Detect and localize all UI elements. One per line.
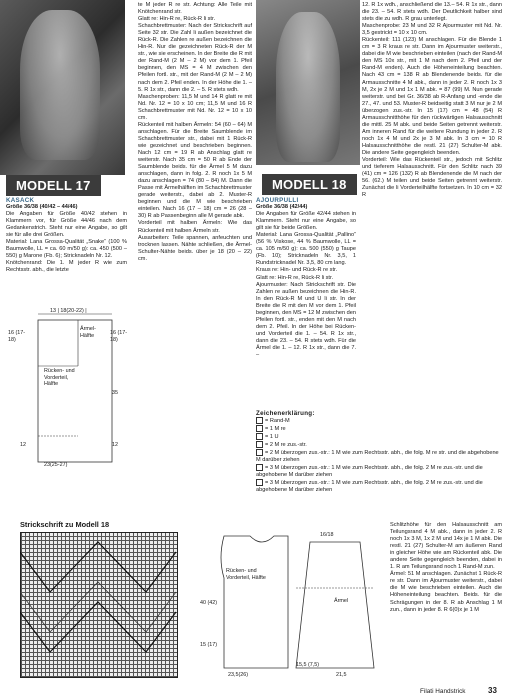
model18-instr-2: Maschenprobe: 23 M und 32 R Ajourmuster mit Nd. Nr. 3,5 gestrickt = 10 x 10 cm. [362, 23, 502, 37]
model18-instr-3: Rückenteil: 111 (123) M anschlagen. Für die Blende 1 cm = 3 R kraus re str. Dann im Ajourmuster weiterstr., dabei die M wie beschrieben einteilen (nach der Rand-M den MS 10x str., mit 1 M nach dem 2. Pfeil und der Rand-M enden). Auch die Höheneinteilung beachten. Nach 43 cm = 138 R ab Blendenende beids. für die Armausschnitte 4 M abk., dann in jeder 2. R noch 1x 3 M, 2x je 2 M und 1x 1 M abk. = 87 (99) M. Nun gerade weiterstr. und bei Gr. 36/38 ab R-Anfang und -ende die 27., 47. und 53. Muster-R beidseitig statt 3 M nur je 2 M überzogen zus.-str. In 15 (17) cm = 48 (54) R Armausschnitthöhe für den rückwärtigen Halsausschnitt die mittl. 25 M abk. und beide Seiten getrennt weiterstr. Am inneren Rand für die weitere Rundung in jeder 2. R noch 1x 4 M und 2x je 3 M abk. In 3 cm = 10 R Halsausschnitthöhe die restl. 21 (27) Schulter-M abk. Die andere Seite gegengleich beenden. [362, 37, 502, 156]
model18-column-5 [390, 522, 502, 614]
model17-instr-2: Glatt re: Hin-R re, Rück-R li str. [138, 16, 216, 23]
model17-photo [0, 0, 125, 175]
legend-item: = 2 M überzogen zus.-str.: 1 M wie zum Rechtsstr. abh., die folg. M re str. und die abgehobene M darüber ziehen [256, 450, 499, 464]
page-number: 33 [488, 686, 497, 695]
model17-schema-right-top: 16 (17-18) [110, 330, 128, 343]
model18-text-1: Die Angaben für Größe 42/44 stehen in Klammern. Steht nur eine Angabe, so gilt sie für beide Größen. [256, 211, 356, 232]
model17-size: Größe 36/38 (40/42 – 44/46) [6, 204, 78, 211]
model17-instr-6: Vorderteil mit halben Ärmeln: Wie das Rückenteil mit halben Ärmeln str. [138, 220, 252, 234]
model17-schema-right-bot: 12 [112, 442, 118, 448]
model17-schema-left-bot: 12 [20, 442, 26, 448]
model17-instr-7: Ausarbeiten: Teile spannen, anfeuchten und trocknen lassen. Nähte schließen, die Ärmel-Schulter-Nähte beids. über je 18 (20 – 22) cm. [138, 234, 252, 262]
chart-title: Strickschrift zu Modell 18 [20, 520, 110, 529]
model18-schema-sleeve-bottom: 21,5 [336, 672, 347, 678]
legend-item: = 1 U [256, 433, 504, 441]
legend-item: = 2 M re zus.-str. [256, 441, 504, 449]
model18-column-3 [256, 197, 356, 359]
model17-badge: MODELL 17 [6, 175, 101, 196]
model18-schema-sleeve-top: 16/18 [320, 532, 334, 538]
model17-schema-sleeve: Ärmel-Hälfte [80, 326, 96, 339]
model18-schema [190, 528, 386, 678]
model17-instr-3: Schachbrettmuster: Nach der Strickschrift auf Seite 32 str. Die Zahl li außen bezeichnet die Rück-R. Die Zahlen re außen bezeichnen die Hin-R. Nur die gezeichneten Rück-R der M str., wie sie erscheinen. In der Breite die R mit der Rand-M (2 M – 2 M) vor dem 1. Pfeil beginnen, den MS = 4 M zwischen den Pfeilen fortl. str., mit der Rand-M (2 M – 2 M) nach dem 2. Pfeil enden. In der Höhe die 1. – 5. R 1x str., dann die 2. – 5. R stets wdh. [138, 23, 252, 93]
model17-text-1: Die Angaben für Größe 40/42 stehen in Klammern vor, für Größe 44/46 nach dem Gedankenstrich. Steht nur eine Angabe, so gilt sie für alle drei Größen. [6, 211, 127, 239]
model18-schema-left-body: 40 (42) [200, 600, 218, 606]
model18-schema-left-bot: 15 (17) [200, 642, 218, 648]
model18-schema-sleeve-mid: 15,5 (7,5) [296, 662, 320, 668]
model18-kind: AJOURPULLI [256, 197, 299, 204]
legend-item: = 1 M re [256, 425, 504, 433]
model18-photo [256, 0, 360, 165]
model17-schema-body: Rücken- und Vorderteil, Hälfte [44, 368, 75, 387]
model17-instr-1: te M jeder R re str. Achtung: Alle Teile mit Knötchenrand str. [138, 2, 252, 16]
model18-schema-sleeve: Ärmel [334, 598, 349, 604]
legend-title: Zeichenerklärung: [256, 410, 315, 417]
model18-text-2: Material: Lana Grossa-Qualität „Pallino“ (56 % Viskose, 44 % Baumwolle, LL = ca. 105 m/50 g): ca. 500 (550) g Taupe (Fb. 10); Stricknadeln Nr. 3,5, 1 Rundstricknadel Nr. 3,5, 80 cm lang. [256, 232, 356, 267]
model18-instr-6: Ärmel: 51 M anschlagen. Zunächst 1 Rück-R re str. Dann im Ajourmuster weiterstr., dabei die M wie beschrieben einteilen. Auch die Höheneinteilung beachten. Beids. für die Schrägungen in der 8. R ab Anschlag 1 M zun., dann in jeder 8. R 6(0)x je 1 M [390, 571, 502, 613]
model18-column-4 [362, 2, 502, 199]
model18-text-5: Ajourmuster: Nach Strickschrift str. Die Zahlen re außen bezeichnen die Hin-R. In den Rück-R M und U li str. In der Breite die R mit den M vor dem 1. Pfeil beginnen, den MS = 12 M zwischen den Pfeilen fortl. str., enden mit den M nach dem 2. Pfeil. In der Höhe bei Rücken- und Vorderteil die 1. – 54. R 1x str., dann die 23. – 54. R stets wdh. Für die Ärmel die 1. – 12. R 1x str., dann die 7. – [256, 281, 356, 359]
model17-schema-left-top: 16 (17-18) [8, 330, 26, 343]
model18-instr-5: Schlitzhöhe für den Halsausschnitt am Teilungsrand 4 M abk., dann in jeder 2. R noch 1x 3 M, 1x 2 M und 14x je 1 M abk. Die restl. 21 (27) Schulter-M am äußeren Rand in gleicher Höhe wie am Rückenteil abk. Die andere Seite gegengleich beenden, dabei in 1. R am Teilungsrand noch 1 Rand-M zun. [390, 522, 502, 571]
model17-text-2: Material: Lana Grossa-Qualität „Snake“ (100 % Baumwolle, LL = ca. 60 m/50 g): ca. 450 (500 – 550) g Marone (Fb. 6); Stricknadeln Nr. 12. [6, 239, 127, 260]
legend-item: = 3 M überzogen zus.-str.: 1 M wie zum Rechtsstr. abh., die folg. 2 M re zus.-str. und die abgehobene M darüber ziehen [256, 480, 483, 494]
model18-text-3: Kraus re: Hin- und Rück-R re str. [256, 267, 338, 274]
legend-item: = 3 M überzogen zus.-str.: 1 M wie zum Rechtsstr. abh., die folg. 2 M re zus.-str. und die abgehobene M darüber ziehen [256, 465, 483, 479]
model18-instr-4: Vorderteil: Wie das Rückenteil str., jedoch mit Schlitz und tieferem Halsausschnitt. Für den Schlitz nach 39 (41) cm = 126 (132) R ab Blendenende die M nach der 56. (62.) M teilen und beide Seiten getrennt weiterstr. Zunächst die li Vorderteilhälfte fortsetzen. In 10 cm = 32 R [362, 157, 502, 199]
model18-legend [256, 410, 504, 494]
knitting-chart-motif [20, 532, 176, 676]
model18-schema-body: Rücken- und Vorderteil, Hälfte [226, 568, 266, 581]
model17-text-3: Knötchenrand: Die 1. M jeder R wie zum Rechtsstr. abh., die letzte [6, 260, 127, 274]
model17-instr-5: Rückenteil mit halben Ärmeln: 54 (60 – 64) M anschlagen. Für die Breite Saumblende im Schachbrettmuster str., dabei mit 1 Rück-R wie gezeichnet und beschrieben beginnen. Nach 12 cm = 19 R ab Anschlag glatt re weiterstr. Nach 35 cm = 50 R ab Ende der Saumblende beids. für die Ärmel 5 M dazu anschlagen, dann in folg. 2. R noch 1x 5 M dazu anschlagen = 74 (80 – 84) M. Dann die Passe mit Ärmelhälften im Schachbrettmuster gerade weiterstr., dabei ab 2. Muster-R beginnen und die M wie beschrieben einteilen. Nach 16 (17 – 18) cm = 26 (28 – 30) R ab Passenbeginn alle M gerade abk. [138, 121, 252, 220]
model18-badge: MODELL 18 [262, 174, 357, 195]
model18-figure [276, 12, 340, 162]
model18-instr-1: 12. R 1x wdh., anschließend die 13.– 54. R 1x str., dann die 23. – 54. R stets wdh. Der Deutlichkeit halber sind stets die zu wdh. R grau unterlegt. [362, 2, 502, 23]
model17-figure [20, 10, 100, 160]
model17-schema-top: 13 | 18(20-22) | [50, 308, 87, 314]
legend-item: = Rand-M [256, 417, 504, 425]
footer-brand: Filati Handstrick [420, 688, 466, 695]
model18-schema-bottom-body: 23,5(26) [228, 672, 249, 678]
model17-schema-bottom: 23(25-27) [44, 462, 68, 468]
model18-size: Größe 36/38 (42/44) [256, 204, 308, 211]
model17-kind: KASACK [6, 197, 35, 204]
model17-instr-4: Maschenproben: 11,5 M und 14 R glatt re mit Nd. Nr. 12 = 10 x 10 cm; 11,5 M und 16 R Schachbrettmuster mit Nd. Nr. 12 = 10 x 10 cm. [138, 93, 252, 121]
model17-column-1 [6, 197, 127, 275]
model17-schema-right-mid: 35 [112, 390, 118, 396]
model18-text-4: Glatt re: Hin-R re, Rück-R li str. [256, 274, 334, 281]
model17-column-2 [138, 2, 252, 263]
